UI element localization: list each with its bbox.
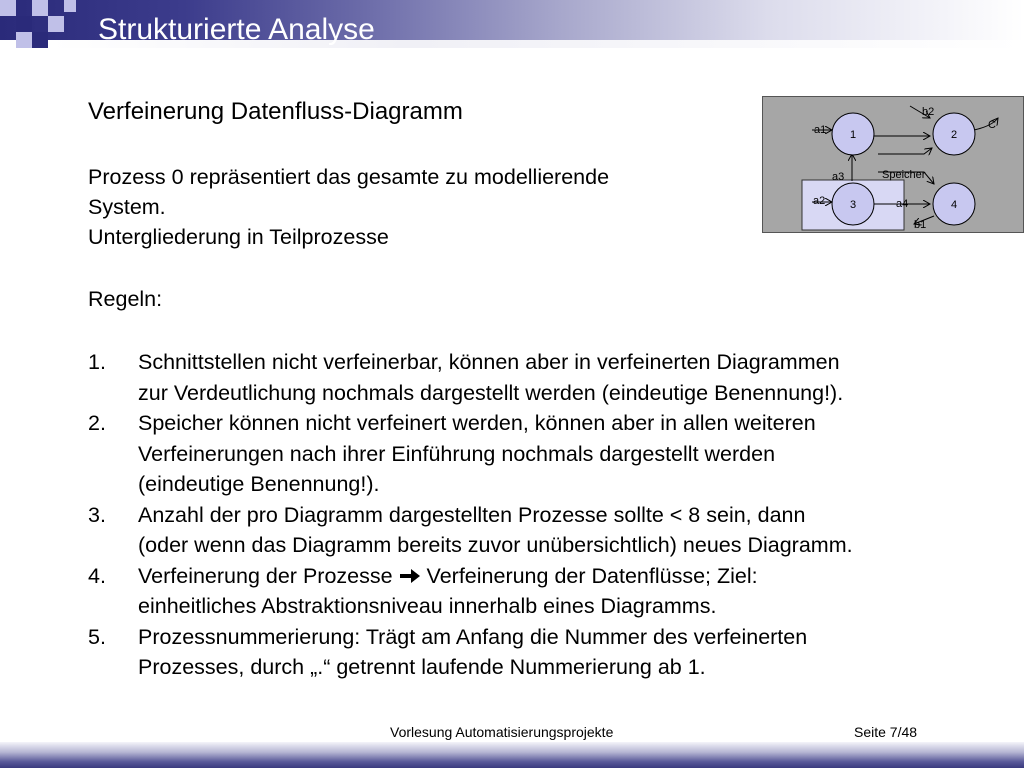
flow-label-c: C: [988, 119, 996, 131]
rules-list: [88, 347, 998, 683]
slide-subtitle: Verfeinerung Datenfluss-Diagramm: [88, 98, 463, 125]
rule-text: Schnittstellen nicht verfeinerbar, können aber in verfeinerten Diagrammen zur Verdeutlichung nochmals dargestellt werden (eindeutige Benennung!).: [138, 350, 844, 405]
rule-number: 4.: [88, 563, 106, 588]
rule-text: [138, 561, 758, 622]
rule-text: Speicher können nicht verfeinert werden, können aber in allen weiteren Verfeinerungen nach ihrer Einführung nochmals dargestellt werden (eindeutige Benennung!).: [138, 411, 816, 496]
logo-square-2: [16, 16, 32, 32]
flow-label-a1: a1: [814, 124, 827, 136]
footer-band: [0, 742, 1024, 768]
rule-number: 2.: [88, 411, 106, 435]
intro-line-1: Prozess 0 repräsentiert das gesamte zu modellierende: [88, 165, 610, 189]
rules-heading: Regeln:: [88, 287, 163, 311]
node-label-4: 4: [951, 199, 958, 211]
rule-text-before: Verfeinerung der Prozesse: [138, 563, 393, 588]
logo-square-4: [48, 16, 64, 32]
data-flow-diagram: [762, 96, 1024, 233]
node-label-3: 3: [850, 199, 857, 211]
rule-item-2: [88, 408, 998, 500]
flow-label-a3: a3: [832, 171, 845, 183]
flow-label-a4: a4: [896, 198, 909, 210]
intro-line-3: Untergliederung in Teilprozesse: [88, 225, 389, 249]
rule-item-5: [88, 622, 998, 683]
rule-number: 1.: [88, 350, 106, 374]
logo-square-1: [0, 0, 16, 16]
logo-square-6: [16, 32, 32, 48]
footer-lecture-title: Vorlesung Automatisierungsprojekte: [390, 724, 614, 740]
logo-square-7: [64, 0, 76, 12]
node-label-1: 1: [850, 129, 857, 141]
page-title: Strukturierte Analyse: [98, 13, 375, 46]
rule-number: 5.: [88, 624, 106, 649]
logo-square-5: [32, 32, 48, 48]
rule-item-3: [88, 500, 998, 561]
flow-label-b2: b2: [922, 106, 935, 118]
intro-line-2: System.: [88, 195, 166, 219]
logo-square-3: [32, 0, 48, 16]
rule-text-after: Verfeinerung der Datenflüsse; Ziel:: [426, 563, 758, 588]
right-arrow-icon: [399, 568, 421, 584]
flow-label-b1: b1: [914, 219, 927, 231]
flow-label-a2: a2: [813, 195, 826, 207]
rule-text: Anzahl der pro Diagramm dargestellten Prozesse sollte < 8 sein, dann (oder wenn das Diagramm bereits zuvor unübersichtlich) neues Diagramm.: [138, 502, 853, 557]
rule-item-1: [88, 347, 998, 408]
rule-text: Prozessnummerierung: Trägt am Anfang die Nummer des verfeinerten Prozesses, durch „.“ getrennt laufende Nummerierung ab 1.: [138, 624, 808, 679]
rule-text-line2: einheitliches Abstraktionsniveau innerhalb eines Diagramms.: [138, 594, 717, 618]
node-label-2: 2: [951, 129, 958, 141]
rule-number: 3.: [88, 502, 106, 527]
footer-page-number: Seite 7/48: [854, 724, 918, 740]
rule-item-4: [88, 561, 998, 622]
store-label: Speicher: [882, 169, 926, 181]
